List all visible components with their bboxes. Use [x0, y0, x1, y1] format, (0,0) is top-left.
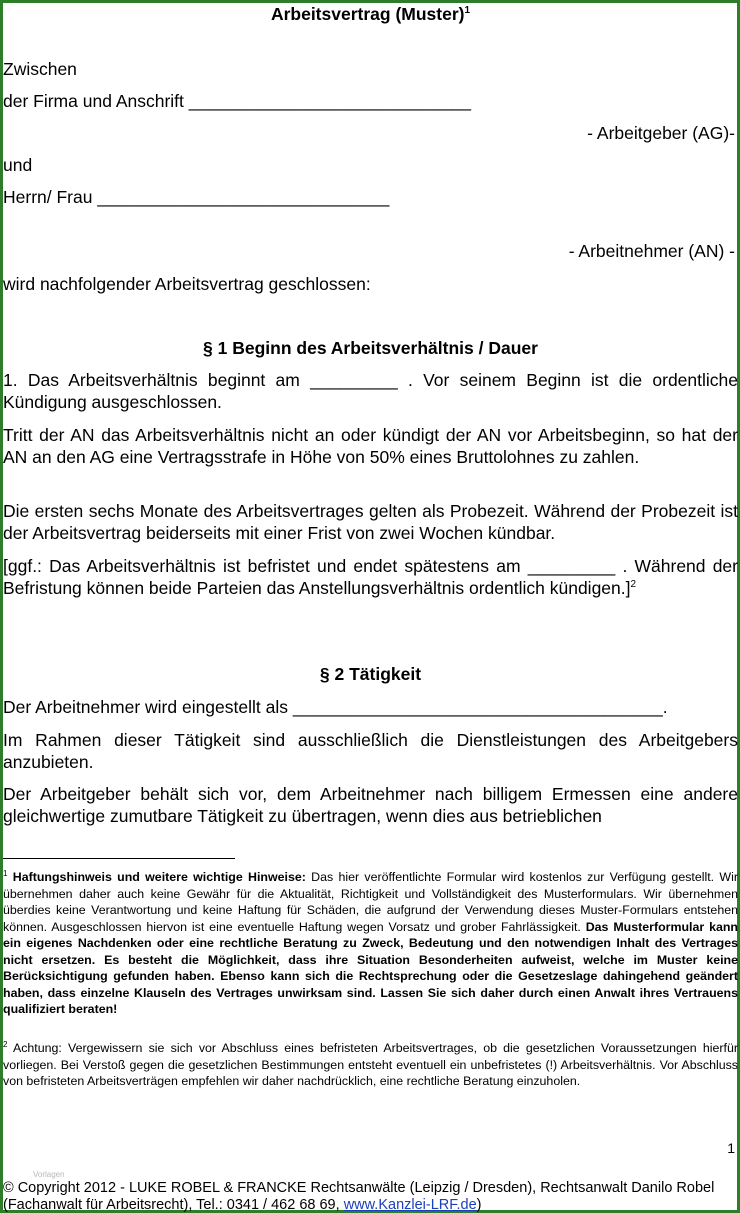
- footer-copyright: © Copyright 2012 - LUKE ROBEL & FRANCKE Rechtsanwälte (Leipzig / Dresden), Rechtsanwalt Danilo Robel: [3, 1180, 715, 1196]
- between-label: Zwischen: [3, 59, 77, 79]
- person-line: Herrn/ Frau ______________________________: [3, 187, 390, 207]
- footnote-ref-1[interactable]: 1: [464, 5, 471, 17]
- watermark: Vorlagen: [33, 1170, 65, 1179]
- and-label: und: [3, 155, 33, 175]
- section-1-heading: § 1 Beginn des Arbeitsverhältnis / Dauer: [203, 338, 538, 358]
- footnote-1-text: Das hier veröffentlichte Formular wird kostenlos zur Verfügung gestellt. Wir übernehmen daher auch keine Gewähr für die Aktualität, Richtigkeit und Vollständigkeit des Musterformulars. Wir übernehmen überdies keine Verantwortung und keine Haftung für Schäden, die aufgrund der Verwendung dieses Muster-Formulars entstehen können. Ausgeschlossen hiervon ist eine eventuelle Haftung wegen Vorsatz und grober Fahrlässigkeit.: [3, 870, 738, 934]
- footnote-separator: [3, 858, 235, 859]
- footnote-2-text: Achtung: Vergewissern sie sich vor Abschluss eines befristeten Arbeitsvertrages, ob die gesetzlichen Voraussetzungen hierfür vorliegen. Bei Verstoß gegen die gesetzlichen Bestimmungen entsteht eventuell ein unbefristetes (!) Arbeitsverhältnis. Vor Abschluss von befristeten Arbeitsverträgen empfehlen wir daher nachdrücklich, eine rechtliche Beratung einzuholen.: [3, 1041, 738, 1088]
- section-1-paragraph-4: [ggf.: Das Arbeitsverhältnis ist befristet und endet spätestens am _________ . Während der Befristung können beide Parteien das Anstellungsverhältnis ordentlich kündigen.]$^2$: [3, 556, 738, 598]
- document-title: Arbeitsvertrag (Muster)$^1$: [270, 4, 471, 24]
- employee-role: - Arbeitnehmer (AN) -: [568, 241, 735, 261]
- footer-contact: (Fachanwalt für Arbeitsrecht), Tel.: 0341 / 462 68 69, www.Kanzlei-LRF.de): [3, 1197, 482, 1213]
- section-1-paragraph-1: 1. Das Arbeitsverhältnis beginnt am _________ . Vor seinem Beginn ist die ordentliche Kündigung ausgeschlossen.: [3, 370, 738, 412]
- footnote-1-bold-tail: Das Musterformular kann ein eigenes Nachdenken oder eine rechtliche Beratung zu Zweck, Bedeutung und den notwendigen Inhalt des Vertrages nicht ersetzen. Es besteht die Möglichkeit, dass ihre Situation Besonderheiten aufweist, welche im Muster keine Berücksichtigung gefunden haben. Ebenso kann sich die Rechtsprechung oder die Gesetzeslage dahingehend geändert haben, dass einzelne Klauseln des Vertrages unwirksam sind. Lassen Sie sich daher durch einen Anwalt ihres Vertrauens qualifiziert beraten!: [3, 919, 738, 1016]
- document-page: [3, 0, 738, 1213]
- footnote-2: $^2$ Achtung: Vergewissern sie sich vor Abschluss eines befristeten Arbeitsvertrages, ob die gesetzlichen Voraussetzungen hierfür vorliegen. Bei Verstoß gegen die gesetzlichen Bestimmungen entsteht eventuell ein unbefristetes (!) Arbeitsverhältnis. Vor Abschluss von befristeten Arbeitsverträgen empfehlen wir daher nachdrücklich, eine rechtliche Beratung einzuholen.: [3, 1039, 738, 1088]
- page-number: 1: [727, 1140, 735, 1156]
- website-link[interactable]: www.Kanzlei-LRF.de: [343, 1197, 477, 1213]
- footnote-ref-2[interactable]: 2: [630, 579, 637, 591]
- section-1-paragraph-3: Die ersten sechs Monate des Arbeitsvertrages gelten als Probezeit. Während der Probezeit ist der Arbeitsvertrag beiderseits mit einer Frist von zwei Wochen kündbar.: [3, 501, 738, 543]
- section-2-paragraph-3: Der Arbeitgeber behält sich vor, dem Arbeitnehmer nach billigem Ermessen eine andere gleichwertige zumutbare Tätigkeit zu übertragen, wenn dies aus betrieblichen: [3, 784, 738, 826]
- section-1-paragraph-2: Tritt der AN das Arbeitsverhältnis nicht an oder kündigt der AN vor Arbeitsbeginn, so hat der AN an den AG eine Vertragsstrafe in Höhe von 50% eines Bruttolohnes zu zahlen.: [3, 425, 738, 467]
- closing-sentence: wird nachfolgender Arbeitsvertrag geschlossen:: [3, 274, 371, 294]
- footnote-1-label: Haftungshinweis und weitere wichtige Hinweise:: [12, 870, 306, 884]
- section-2-paragraph-2: Im Rahmen dieser Tätigkeit sind ausschließlich die Dienstleistungen des Arbeitgebers anzubieten.: [3, 730, 738, 772]
- company-line: der Firma und Anschrift _____________________________: [3, 91, 472, 111]
- employer-role: - Arbeitgeber (AG)-: [587, 123, 735, 143]
- section-2-heading: § 2 Tätigkeit: [319, 664, 422, 684]
- section-2-paragraph-1: Der Arbeitnehmer wird eingestellt als ______________________________________.: [3, 697, 668, 717]
- footnote-1: $^1$ Haftungshinweis und weitere wichtige Hinweise: Das hier veröffentlichte Formular wird kostenlos zur Verfügung gestellt. Wir übernehmen daher auch keine Gewähr für die Aktualität, Richtigkeit und Vollständigkeit des Musterformulars. Wir übernehmen überdies keine Verantwortung und keine Haftung für Schäden, die aufgrund der Verwendung dieses Muster-Formulars entstehen können. Ausgeschlossen hiervon ist eine eventuelle Haftung wegen Vorsatz und grober Fahrlässigkeit. Das Musterformular kann ein eigenes Nachdenken oder eine rechtliche Beratung zu Zweck, Bedeutung und den notwendigen Inhalt des Vertrages nicht ersetzen. Es besteht die Möglichkeit, dass ihre Situation Besonderheiten aufweist, welche im Muster keine Berücksichtigung gefunden haben. Ebenso kann sich die Rechtsprechung oder die Gesetzeslage dahingehend geändert haben, dass einzelne Klauseln des Vertrages unwirksam sind. Lassen Sie sich daher durch einen Anwalt ihres Vertrauens qualifiziert beraten!: [3, 868, 738, 1016]
